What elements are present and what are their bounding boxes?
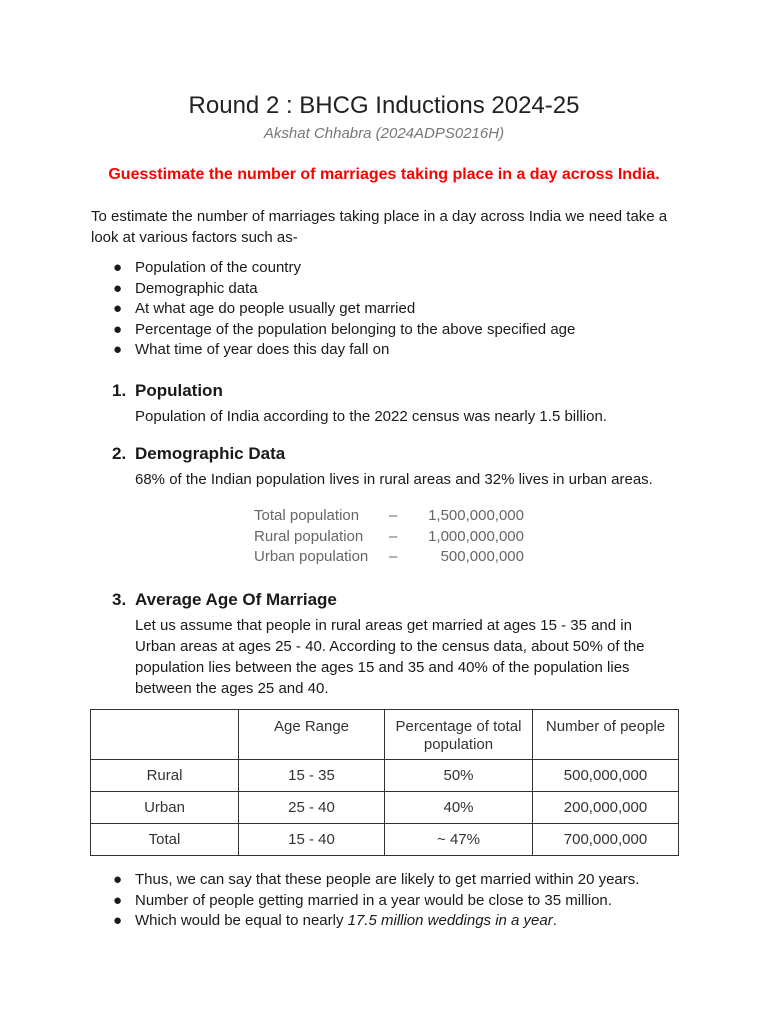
emphasis-text: 17.5 million weddings in a year <box>347 912 553 929</box>
population-row: Total population – 1,500,000,000 <box>254 507 524 524</box>
section-heading: Population <box>135 381 223 400</box>
list-item: ● What time of year does this day fall on <box>91 340 575 361</box>
table-cell: 15 - 35 <box>239 760 385 792</box>
table-header-cell: Percentage of total population <box>385 710 533 760</box>
section-number: 2. <box>112 444 127 463</box>
section-body: Population of India according to the 2022 census was nearly 1.5 billion. <box>135 408 607 425</box>
list-item: ● Percentage of the population belonging to the above specified age <box>91 320 575 341</box>
table-cell: 40% <box>385 792 533 824</box>
question-heading: Guesstimate the number of marriages taking place in a day across India. <box>108 166 660 183</box>
author-line: Akshat Chhabra (2024ADPS0216H) <box>263 125 505 142</box>
bullet-icon: ● <box>113 871 123 888</box>
bullet-icon: ● <box>113 912 123 929</box>
list-item: ● Demographic data <box>91 279 575 300</box>
bullet-icon: ● <box>113 341 123 358</box>
table-cell: Urban <box>91 792 239 824</box>
population-row: Rural population – 1,000,000,000 <box>254 527 524 545</box>
bullet-icon: ● <box>113 279 123 297</box>
table-header-cell: Number of people <box>533 710 679 760</box>
table-cell: 700,000,000 <box>533 824 679 856</box>
table-cell: 500,000,000 <box>533 760 679 792</box>
table-cell: Total <box>91 824 239 856</box>
list-item: ● Which would be equal to nearly 17.5 million weddings in a year. <box>91 911 639 932</box>
bullet-icon: ● <box>113 259 123 276</box>
bullet-icon: ● <box>113 891 123 909</box>
table-cell: 50% <box>385 760 533 792</box>
section-heading: Average Age Of Marriage <box>135 590 337 609</box>
list-item: ● At what age do people usually get married <box>91 299 575 320</box>
table-cell: 25 - 40 <box>239 792 385 824</box>
section-heading: Demographic Data <box>135 444 286 463</box>
table-cell: 200,000,000 <box>533 792 679 824</box>
table-cell: Rural <box>91 760 239 792</box>
table-header-cell: Age Range <box>239 710 385 760</box>
list-item: ● Population of the country <box>91 258 575 279</box>
section-number: 1. <box>112 381 127 400</box>
marriage-age-table <box>90 709 679 856</box>
section-number: 3. <box>112 590 127 609</box>
factors-list <box>91 258 575 361</box>
list-item: ● Number of people getting married in a year would be close to 35 million. <box>91 891 639 912</box>
intro-paragraph: To estimate the number of marriages taking place in a day across India we need take a look at various factors such as- <box>91 208 668 246</box>
table-cell: 15 - 40 <box>239 824 385 856</box>
document-title: Round 2 : BHCG Inductions 2024-25 <box>188 92 580 119</box>
section-body: 68% of the Indian population lives in rural areas and 32% lives in urban areas. <box>135 471 653 488</box>
table-row <box>91 792 679 824</box>
table-row <box>91 824 679 856</box>
population-row: Urban population – 500,000,000 <box>254 548 524 565</box>
table-header-cell <box>91 710 239 760</box>
table-row <box>91 760 679 792</box>
table-header-row <box>91 710 679 760</box>
table-cell: ~ 47% <box>385 824 533 856</box>
population-breakdown <box>254 506 524 568</box>
bullet-icon: ● <box>113 300 123 317</box>
conclusions-list <box>91 870 639 932</box>
bullet-icon: ● <box>113 320 123 338</box>
list-item: ● Thus, we can say that these people are likely to get married within 20 years. <box>91 870 639 891</box>
section-body: Let us assume that people in rural areas get married at ages 15 - 35 and in Urban areas at ages 25 - 40. According to the census data, about 50% of the population lies between the ages 15 and 35 and 40% of the population lies between the ages 25 and 40. <box>135 617 645 697</box>
